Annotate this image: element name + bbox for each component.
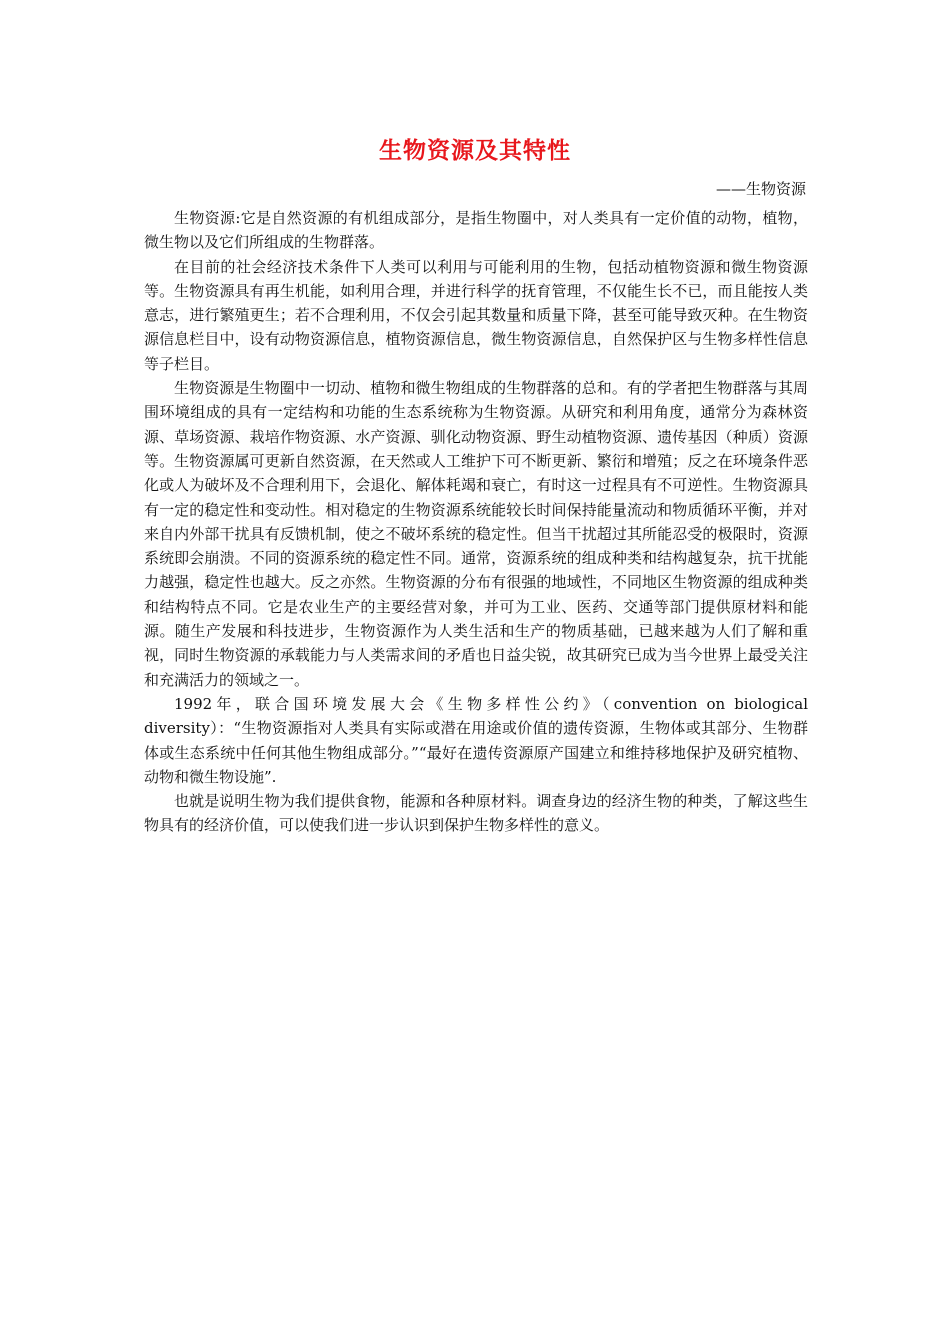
paragraph-characteristics: 生物资源是生物圈中一切动、植物和微生物组成的生物群落的总和。有的学者把生物群落与其周围环境组成的具有一定结构和功能的生态系统称为生物资源。从研究和利用角度，通常分为森林资源、草场资源、栽培作物资源、水产资源、驯化动物资源、野生动植物资源、遗传基因（种质）资源等。生物资源属可更新自然资源，在天然或人工维护下可不断更新、繁衍和增殖；反之在环境条件恶化或人为破坏及不合理利用下，会退化、解体耗竭和衰亡，有时这一过程具有不可逆性。生物资源具有一定的稳定性和变动性。相对稳定的生物资源系统能较长时间保持能量流动和物质循环平衡，并对来自内外部干扰具有反馈机制，使之不破坏系统的稳定性。但当干扰超过其所能忍受的极限时，资源系统即会崩溃。不同的资源系统的稳定性不同。通常，资源系统的组成种类和结构越复杂，抗干扰能力越强，稳定性也越大。反之亦然。生物资源的分布有很强的地域性，不同地区生物资源的组成种类和结构特点不同。它是农业生产的主要经营对象，并可为工业、医药、交通等部门提供原材料和能源。随生产发展和科技进步，生物资源作为人类生活和生产的物质基础，已越来越为人们了解和重视，同时生物资源的承载能力与人类需求间的矛盾也日益尖锐，故其研究已成为当今世界上最受关注和充满活力的领域之一。 xyxy=(144,379,808,689)
document-title: 生物资源及其特性 xyxy=(379,138,571,164)
paragraph-renewability: 在目前的社会经济技术条件下人类可以利用与可能利用的生物，包括动植物资源和微生物资源等。生物资源具有再生机能，如利用合理，并进行科学的抚育管理，不仅能生长不已，而且能按人类意志，进行繁殖更生；若不合理利用，不仅会引起其数量和质量下降，甚至可能导致灭种。在生物资源信息栏目中，设有动物资源信息，植物资源信息，微生物资源信息，自然保护区与生物多样性信息等子栏目。 xyxy=(144,257,808,373)
paragraph-convention: 1992年，联合国环境发展大会《生物多样性公约》（convention on biological diversity）：“生物资源指对人类具有实际或潜在用途或价值的遗传资源，生物体或其部分、生物群体或生态系统中任何其他生物组成部分。”“最好在遗传资源原产国建立和维持移地保护及研究植物、动物和微生物设施”. xyxy=(144,694,808,786)
paragraph-conclusion: 也就是说明生物为我们提供食物，能源和各种原材料。调查身边的经济生物的种类，了解这些生物具有的经济价值，可以使我们进一步认识到保护生物多样性的意义。 xyxy=(144,792,808,835)
paragraph-definition: 生物资源:它是自然资源的有机组成部分，是指生物圈中，对人类具有一定价值的动物，植物，微生物以及它们所组成的生物群落。 xyxy=(144,209,808,252)
document-body xyxy=(144,206,808,838)
document-subtitle: ——生物资源 xyxy=(715,180,806,198)
